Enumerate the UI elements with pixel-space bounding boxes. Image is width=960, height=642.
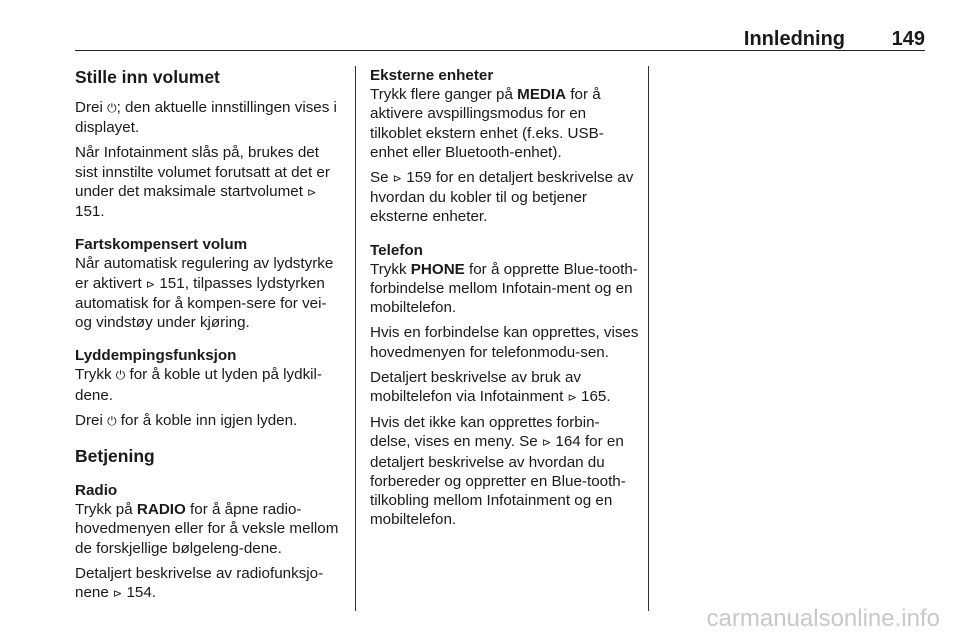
key-phone: PHONE bbox=[410, 260, 465, 278]
page-reference: 159 bbox=[406, 169, 432, 187]
page-number: 149 bbox=[891, 28, 925, 50]
watermark: carmanualsonline.info bbox=[706, 605, 940, 632]
heading-volume: Stille inn volumet bbox=[75, 67, 220, 87]
key-radio: RADIO bbox=[136, 501, 186, 519]
paragraph-speed-volume: Når automatisk regulering av lydstyrke er aktivert ⊳ 151, tilpasses lydstyrken automatisk for å kompen-sere for vei- og vindstøy under kjøring. bbox=[75, 255, 334, 332]
paragraph-external-ref: Se ⊳ 159 for en detaljert beskrivelse av hvordan du kobler til og betjener eksterne enheter. bbox=[370, 169, 634, 226]
reference-arrow-icon: ⊳ bbox=[307, 185, 317, 199]
volume-knob-icon: ⏻ bbox=[107, 101, 117, 115]
heading-operation: Betjening bbox=[75, 446, 155, 467]
page-header bbox=[75, 28, 925, 50]
header-divider bbox=[75, 50, 925, 51]
paragraph-mute: Trykk ⏻ for å koble ut lyden på lydkil-dene. bbox=[75, 366, 322, 404]
volume-knob-icon: ⏻ bbox=[115, 368, 126, 383]
reference-arrow-icon: ⊳ bbox=[113, 587, 123, 601]
column-divider-2 bbox=[648, 66, 649, 611]
paragraph-radio: Trykk på RADIO for å åpne radio-hovedmenyen eller for å veksle mellom de forskjellige bølgeleng-dene. bbox=[75, 501, 339, 557]
paragraph-startup-volume: Når Infotainment slås på, brukes det sist innstilte volumet forutsatt at det er under det maksimale startvolumet ⊳ 151. bbox=[75, 144, 330, 221]
reference-arrow-icon: ⊳ bbox=[145, 277, 156, 291]
reference-arrow-icon: ⊳ bbox=[541, 436, 552, 450]
volume-knob-icon: ⏻ bbox=[107, 413, 117, 428]
paragraph-phone-menu: Hvis en forbindelse kan opprettes, vises hovedmenyen for telefonmodu-sen. bbox=[370, 324, 639, 361]
page-reference: 164 bbox=[555, 433, 581, 451]
page-reference: 151 bbox=[159, 274, 185, 292]
paragraph-phone-detail: Detaljert beskrivelse av bruk av mobiltelefon via Infotainment ⊳ 165. bbox=[370, 368, 611, 406]
section-title: Innledning bbox=[743, 28, 845, 50]
heading-phone: Telefon bbox=[370, 241, 423, 259]
page-reference: 151. bbox=[75, 203, 105, 221]
heading-external-devices: Eksterne enheter bbox=[370, 67, 494, 84]
reference-arrow-icon: ⊳ bbox=[567, 391, 577, 405]
heading-speed-volume: Fartskompensert volum bbox=[75, 236, 248, 254]
paragraph-phone: Trykk PHONE for å opprette Blue-tooth-forbindelse mellom Infotain-ment og en mobiltelefon. bbox=[370, 260, 638, 317]
paragraph-phone-failure: Hvis det ikke kan opprettes forbin-delse, vises en meny. Se ⊳ 164 for en detaljert beskrivelse av hvordan du forbereder og oppretter en Blue-tooth-tilkobling mellom Infotainment og en mobiltelefon. bbox=[370, 414, 626, 529]
key-media: MEDIA bbox=[517, 86, 567, 104]
paragraph-volume-knob: Drei ⏻; den aktuelle innstillingen vises i displayet. bbox=[75, 99, 337, 137]
heading-radio: Radio bbox=[75, 482, 118, 500]
paragraph-media: Trykk flere ganger på MEDIA for å aktivere avspillingsmodus for en tilkoblet ekstern enhet (f.eks. USB-enhet eller Bluetooth-enhet). bbox=[370, 86, 604, 161]
page-reference: 154. bbox=[126, 584, 157, 602]
column-middle bbox=[370, 66, 640, 535]
paragraph-unmute: Drei ⏻ for å koble inn igjen lyden. bbox=[75, 411, 298, 429]
column-divider-1 bbox=[355, 66, 356, 611]
heading-mute: Lyddempingsfunksjon bbox=[75, 347, 237, 365]
paragraph-radio-detail: Detaljert beskrivelse av radiofunksjo-nene ⊳ 154. bbox=[75, 564, 324, 602]
page-reference: 165. bbox=[581, 388, 611, 406]
column-left bbox=[75, 66, 343, 609]
reference-arrow-icon: ⊳ bbox=[392, 172, 403, 186]
